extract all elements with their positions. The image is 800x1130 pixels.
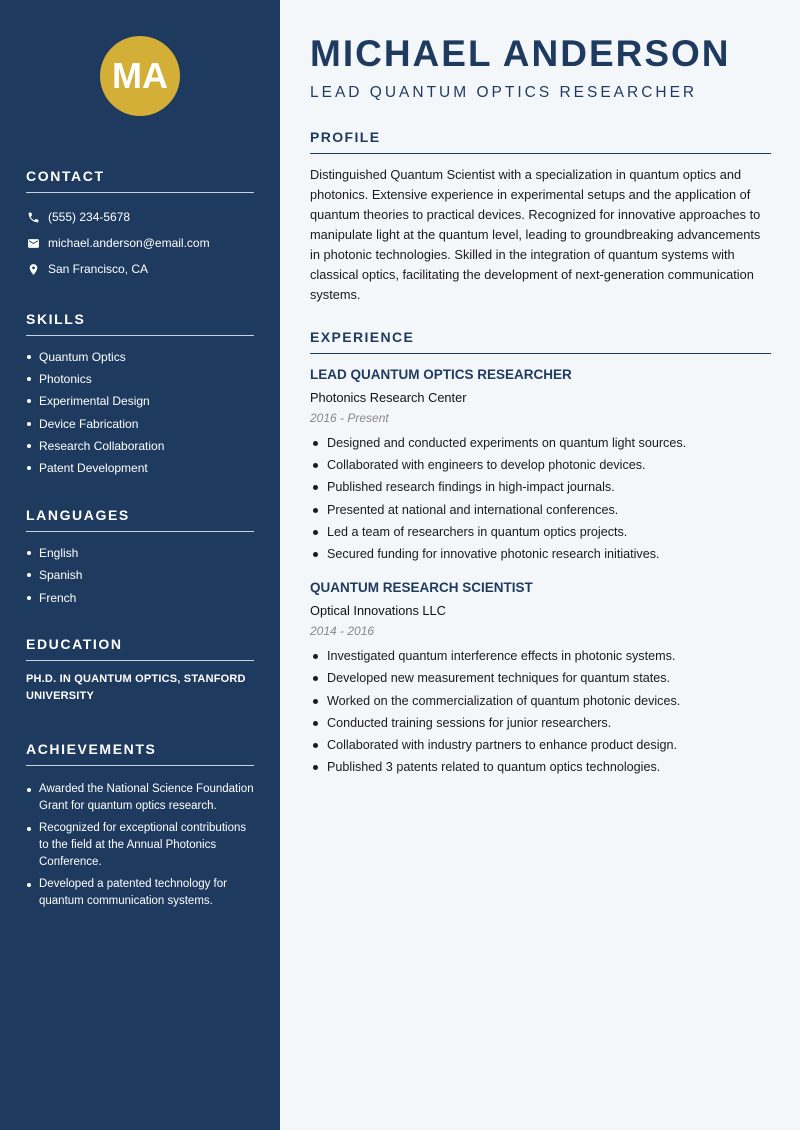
main-content <box>310 0 771 778</box>
skills-list <box>26 346 254 479</box>
job-entry <box>310 579 771 778</box>
contact-location <box>26 256 254 282</box>
contact-email-text[interactable]: michael.anderson@email.com <box>48 236 210 250</box>
contact-phone-text[interactable]: (555) 234-5678 <box>48 210 131 224</box>
profile-text: Distinguished Quantum Scientist with a specialization in quantum optics and photonics. Extensive experience in experimental setups and the application of quantum theories to practical devices. Recognized for innovative approaches to manipulate light at the quantum level, leading to groundbreaking advancements in photonic technologies. Skilled in the integration of quantum systems with classical optics, facilitating the development of next-generation communication systems. <box>310 167 761 302</box>
job-bullet: Worked on the commercialization of quantum photonic devices. <box>310 690 771 712</box>
job-bullets <box>310 645 771 778</box>
job-bullet: Collaborated with engineers to develop photonic devices. <box>310 454 771 476</box>
job-bullet: Developed new measurement techniques for quantum states. <box>310 667 771 689</box>
skills-heading: SKILLS <box>26 311 254 336</box>
skill-item: Patent Development <box>26 457 254 479</box>
contact-list <box>26 204 254 282</box>
language-item: French <box>26 587 254 609</box>
achievements-list <box>26 781 254 910</box>
skill-item: Quantum Optics <box>26 346 254 368</box>
skill-item: Research Collaboration <box>26 435 254 457</box>
contact-location-text: San Francisco, CA <box>48 262 149 276</box>
profile-section <box>310 129 771 305</box>
candidate-name: MICHAEL ANDERSON <box>310 33 731 74</box>
avatar <box>100 36 180 116</box>
language-item: Spanish <box>26 564 254 586</box>
education-degree: PH.D. IN QUANTUM OPTICS, STANFORD UNIVERSITY <box>26 672 246 702</box>
languages-list <box>26 542 254 609</box>
sidebar <box>0 0 280 1130</box>
job-title: LEAD QUANTUM OPTICS RESEARCHER <box>310 367 572 382</box>
job-company: Optical Innovations LLC <box>310 603 446 619</box>
languages-heading: LANGUAGES <box>26 507 254 532</box>
job-bullet: Conducted training sessions for junior researchers. <box>310 712 771 734</box>
job-dates: 2014 - 2016 <box>310 624 375 639</box>
language-item: English <box>26 542 254 564</box>
achievements-section <box>26 741 254 910</box>
job-dates: 2016 - Present <box>310 411 389 425</box>
education-heading: EDUCATION <box>26 636 254 661</box>
email-icon <box>26 236 40 250</box>
profile-heading: PROFILE <box>310 129 771 154</box>
job-bullet: Led a team of researchers in quantum optics projects. <box>310 521 771 543</box>
candidate-title: LEAD QUANTUM OPTICS RESEARCHER <box>310 84 698 101</box>
achievements-heading: ACHIEVEMENTS <box>26 741 254 766</box>
achievement-item: Developed a patented technology for quantum communication systems. <box>26 876 254 910</box>
experience-heading: EXPERIENCE <box>310 329 771 354</box>
contact-section <box>26 168 254 282</box>
skill-item: Photonics <box>26 368 254 390</box>
achievement-item: Awarded the National Science Foundation Grant for quantum optics research. <box>26 781 254 815</box>
job-bullet: Collaborated with industry partners to enhance product design. <box>310 734 771 756</box>
job-bullet: Published 3 patents related to quantum optics technologies. <box>310 756 771 778</box>
job-entry <box>310 366 771 565</box>
job-bullets <box>310 432 771 565</box>
education-section <box>26 636 254 705</box>
contact-email <box>26 230 254 256</box>
job-bullet: Published research findings in high-impact journals. <box>310 476 771 498</box>
contact-heading: CONTACT <box>26 168 254 193</box>
skills-section <box>26 311 254 479</box>
job-bullet: Designed and conducted experiments on quantum light sources. <box>310 432 771 454</box>
skill-item: Experimental Design <box>26 390 254 412</box>
skill-item: Device Fabrication <box>26 413 254 435</box>
phone-icon <box>26 210 40 224</box>
avatar-initials: MA <box>112 55 168 96</box>
job-bullet: Presented at national and international conferences. <box>310 499 771 521</box>
experience-section <box>310 329 771 778</box>
languages-section <box>26 507 254 609</box>
job-title: QUANTUM RESEARCH SCIENTIST <box>310 580 533 596</box>
job-bullet: Investigated quantum interference effects in photonic systems. <box>310 645 771 667</box>
achievement-item: Recognized for exceptional contributions to the field at the Annual Photonics Conference. <box>26 820 254 871</box>
location-pin-icon <box>26 262 40 276</box>
job-bullet: Secured funding for innovative photonic research initiatives. <box>310 543 771 565</box>
contact-phone <box>26 204 254 230</box>
job-company: Photonics Research Center <box>310 390 467 405</box>
